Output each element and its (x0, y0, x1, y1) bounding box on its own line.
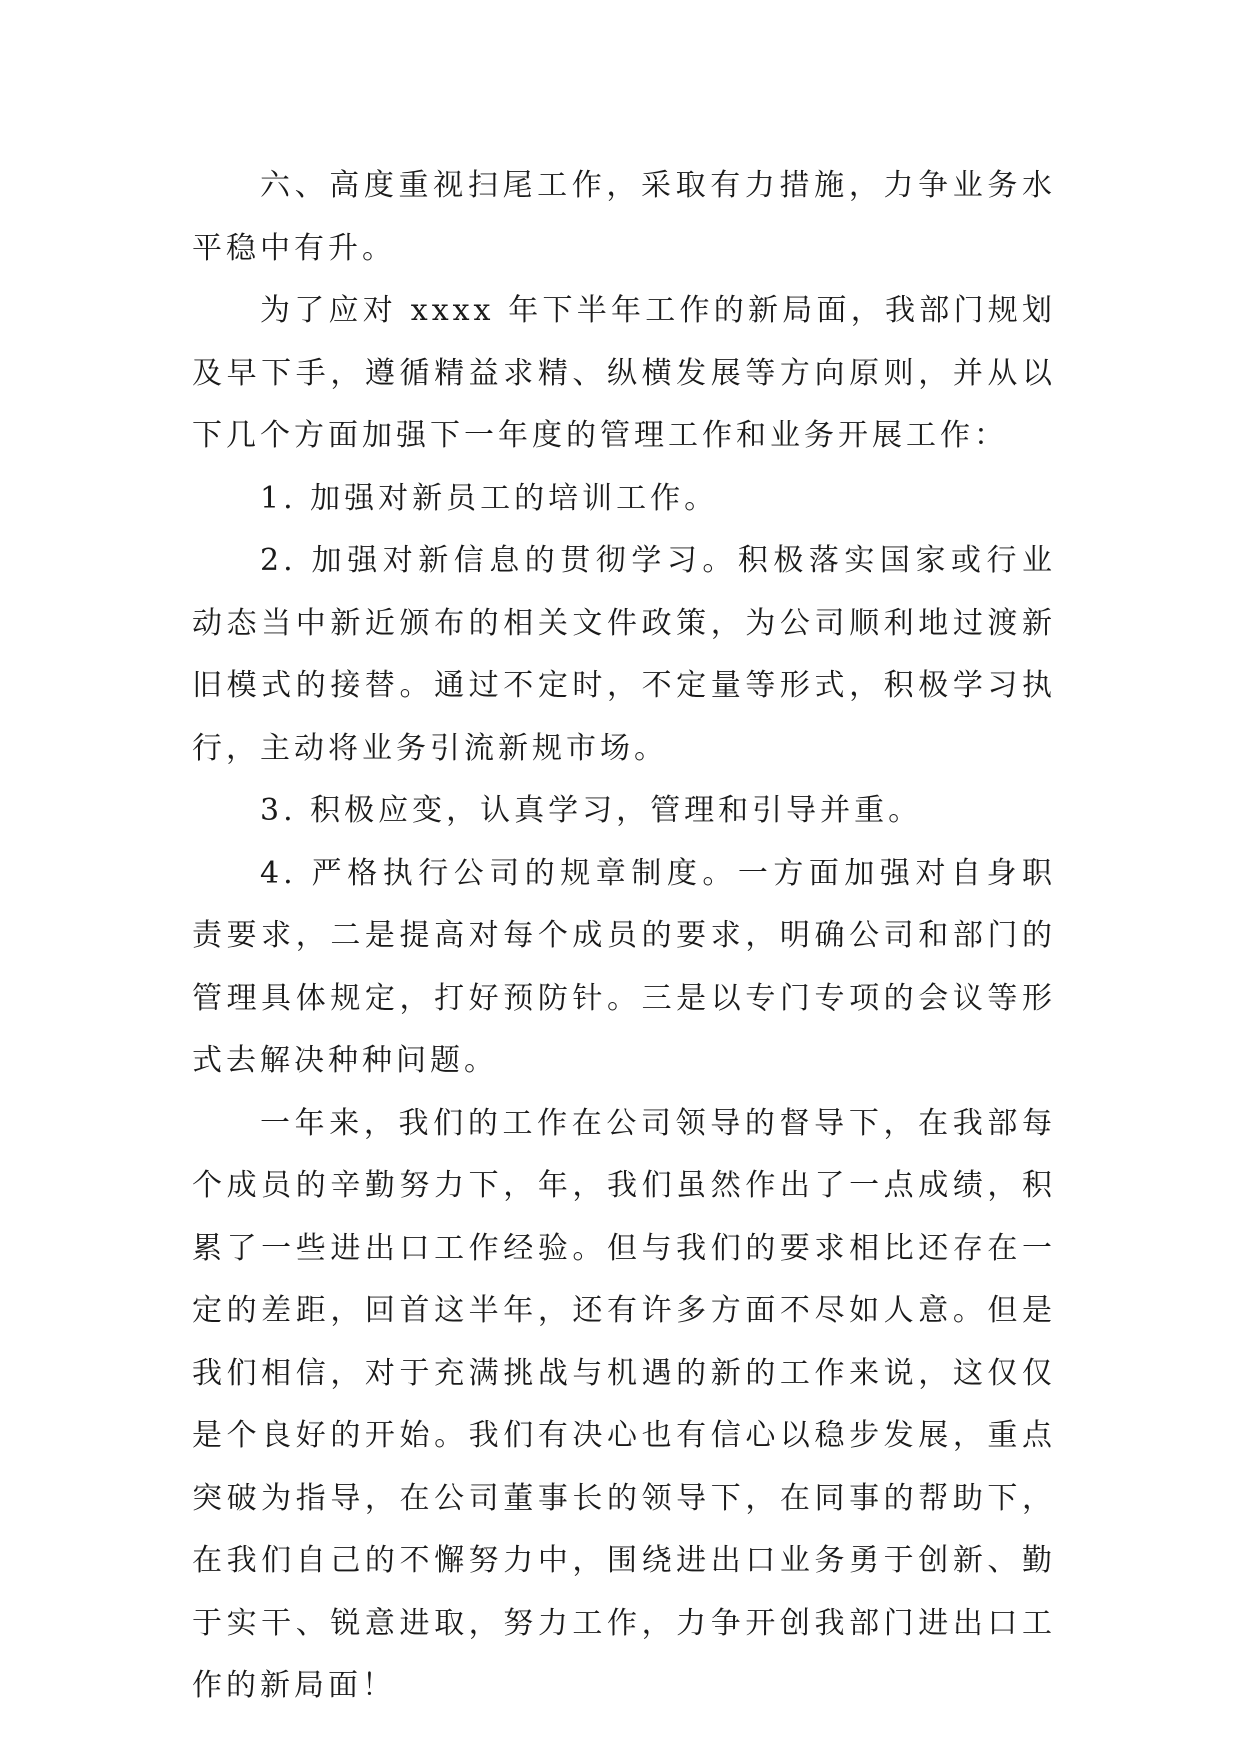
paragraph-conclusion: 一年来，我们的工作在公司领导的督导下，在我部每个成员的辛勤努力下，年，我们虽然作出了一点成绩，积累了一些进出口工作经验。但与我们的要求相比还存在一定的差距，回首这半年，还有许多方面不尽如人意。但是我们相信，对于充满挑战与机遇的新的工作来说，这仅仅是个良好的开始。我们有决心也有信心以稳步发展，重点突破为指导，在公司董事长的领导下，在同事的帮助下，在我们自己的不懈努力中，围绕进出口业务勇于创新、勤于实干、锐意进取，努力工作，力争开创我部门进出口工作的新局面！ (192, 1105, 1056, 1703)
paragraph-plan-intro: 为了应对 xxxx 年下半年工作的新局面，我部门规划及早下手，遵循精益求精、纵横发展等方向原则，并从以下几个方面加强下一年度的管理工作和业务开展工作： (192, 293, 1056, 453)
document-body (192, 155, 1056, 1718)
paragraph-item-2: 2. 加强对新信息的贯彻学习。积极落实国家或行业动态当中新近颁布的相关文件政策，为公司顺利地过渡新旧模式的接替。通过不定时，不定量等形式，积极学习执行，主动将业务引流新规市场。 (192, 543, 1056, 766)
paragraph-item-4: 4. 严格执行公司的规章制度。一方面加强对自身职责要求，二是提高对每个成员的要求，明确公司和部门的管理具体规定，打好预防针。三是以专门专项的会议等形式去解决种种问题。 (192, 855, 1056, 1078)
paragraph-section-six-heading: 六、高度重视扫尾工作，采取有力措施，力争业务水平稳中有升。 (192, 168, 1056, 266)
paragraph-item-3: 3. 积极应变，认真学习，管理和引导并重。 (260, 793, 923, 828)
paragraph-item-1: 1. 加强对新员工的培训工作。 (260, 480, 719, 516)
